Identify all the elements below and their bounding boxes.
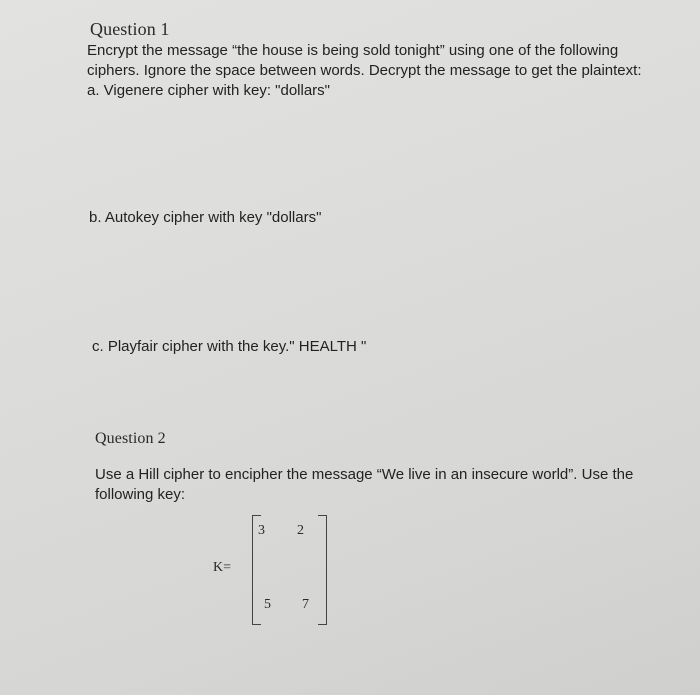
- question-2-heading: Question 2: [95, 430, 166, 447]
- question-1-part-a: a. Vigenere cipher with key: "dollars": [87, 82, 330, 99]
- question-1-line-2: ciphers. Ignore the space between words. Decrypt the message to get the plaintext:: [87, 62, 642, 79]
- matrix-cell: 2: [297, 523, 304, 538]
- matrix-cell: 5: [264, 597, 271, 612]
- matrix-cell: 7: [302, 597, 309, 612]
- question-1-line-1: Encrypt the message “the house is being sold tonight” using one of the following: [87, 42, 619, 59]
- question-2-line-2: following key:: [95, 486, 186, 503]
- matrix-cell: 3: [258, 523, 265, 538]
- matrix-label: K=: [213, 560, 232, 575]
- question-1-heading: Question 1: [90, 19, 170, 39]
- question-1-part-b: b. Autokey cipher with key "dollars": [89, 209, 322, 226]
- question-1-part-c: c. Playfair cipher with the key." HEALTH ": [92, 338, 367, 355]
- matrix-right-bracket: [318, 515, 327, 625]
- question-2-line-1: Use a Hill cipher to encipher the message “We live in an insecure world”. Use the: [95, 466, 634, 483]
